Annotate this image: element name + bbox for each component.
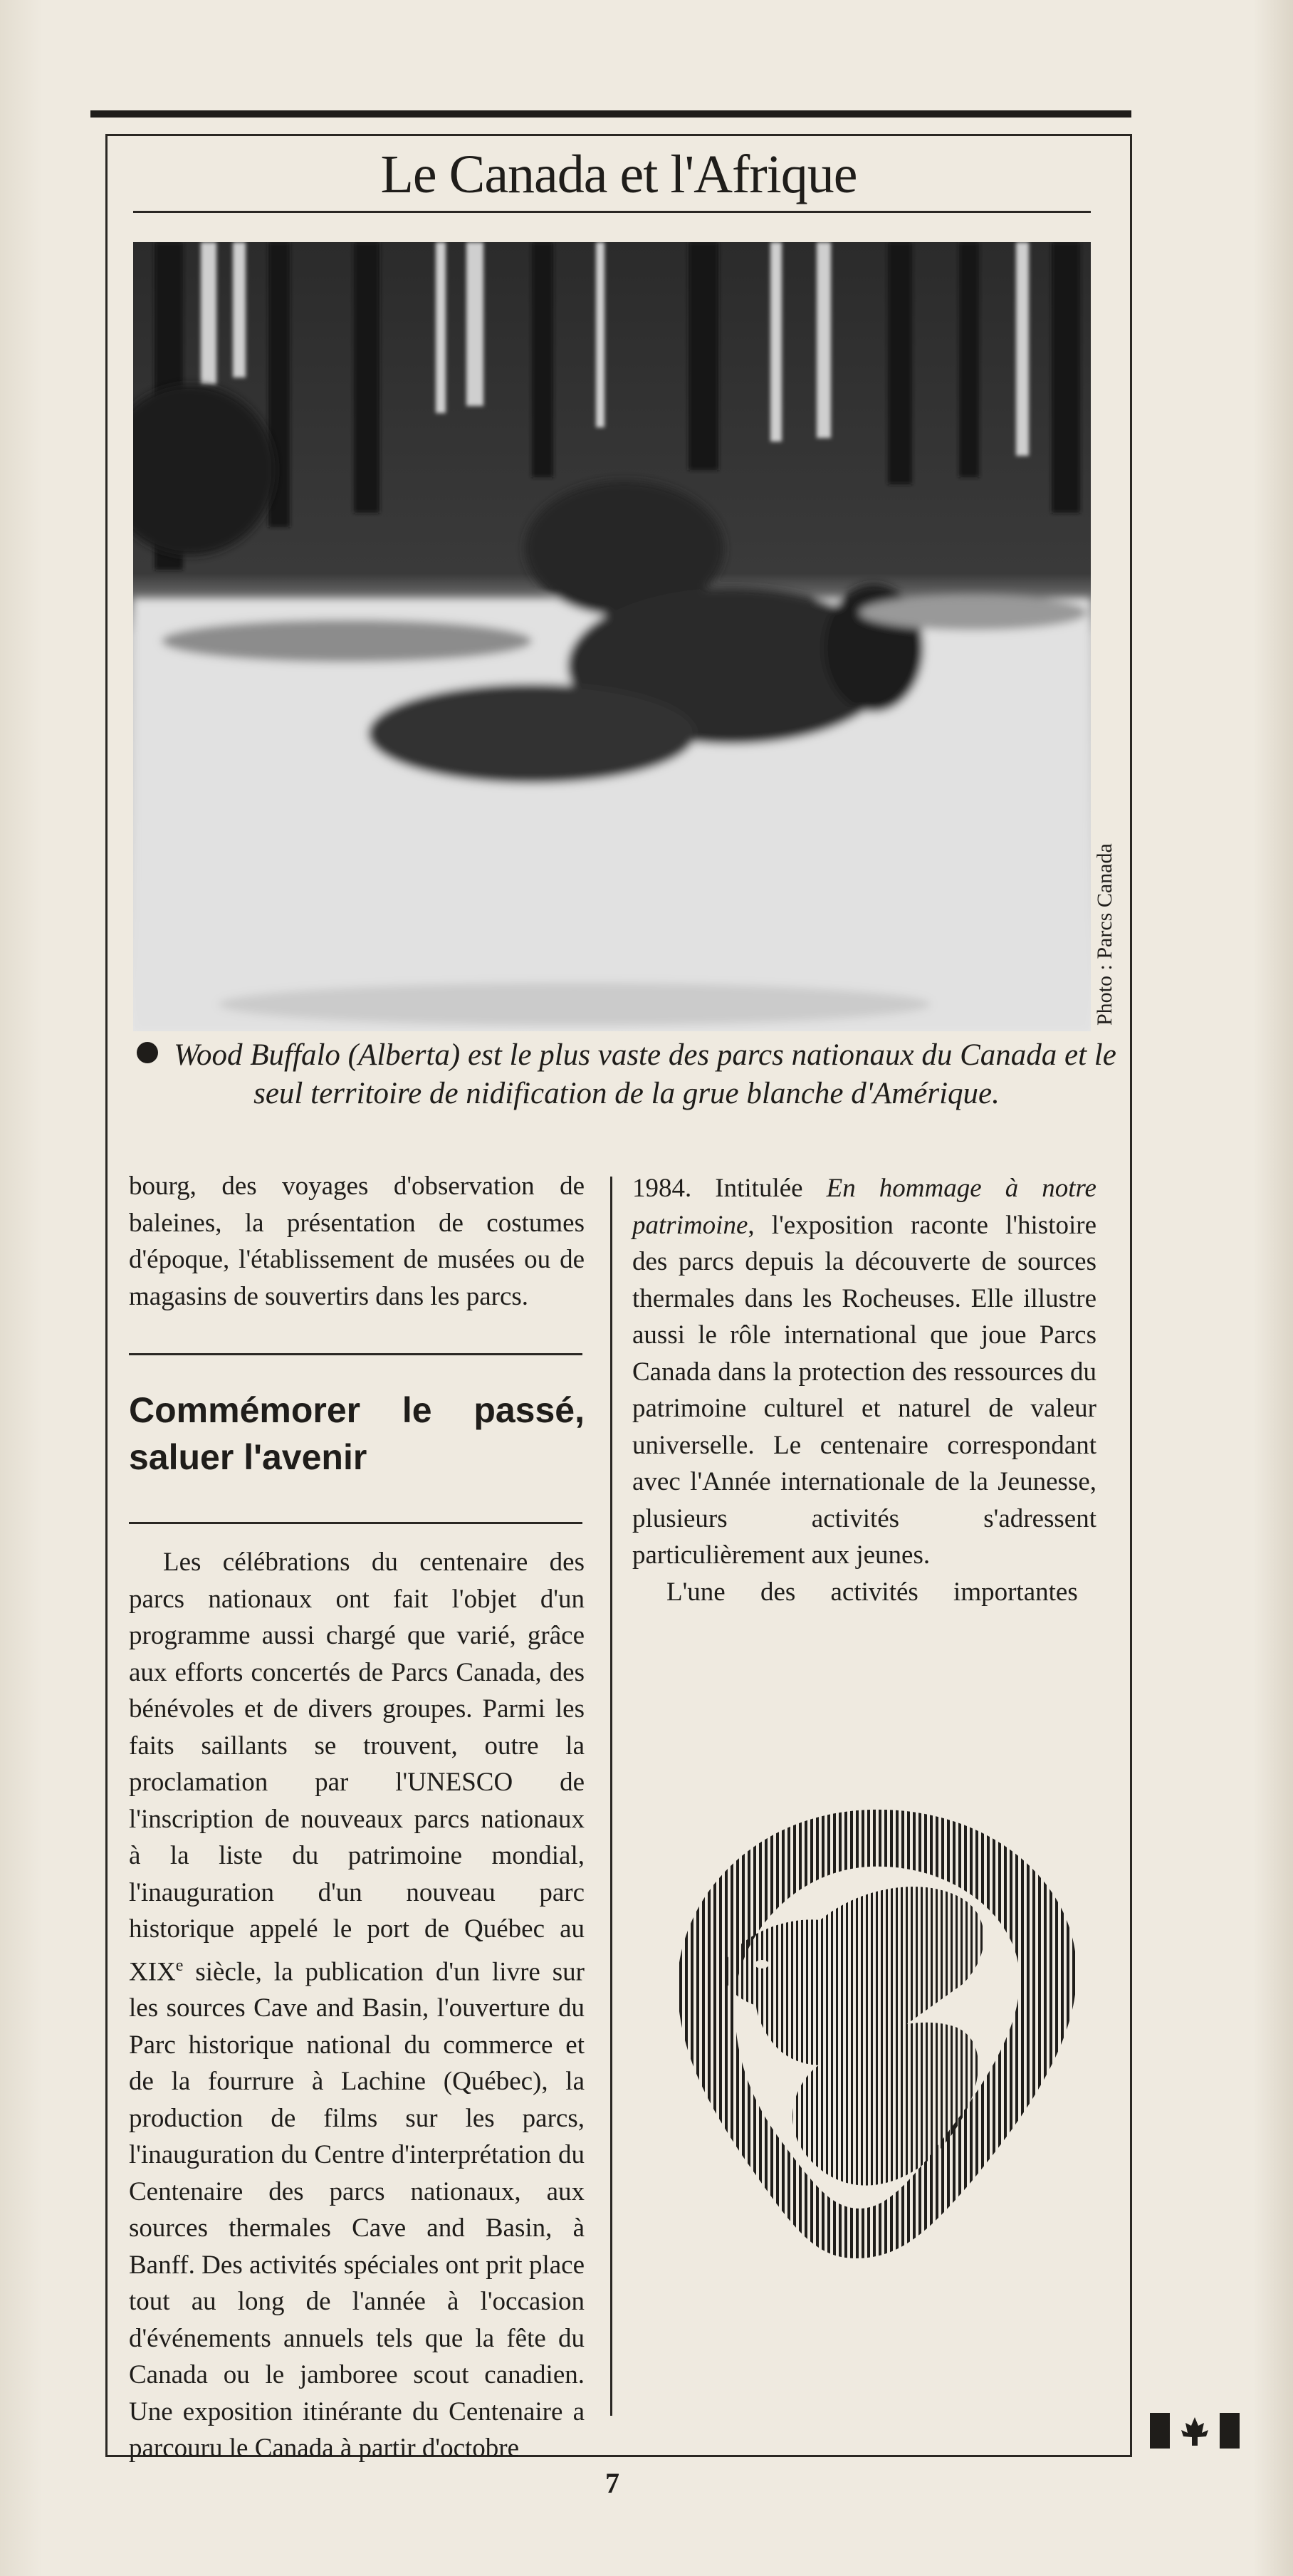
caption-text: Wood Buffalo (Alberta) est le plus vaste des parcs nationaux du Canada et le seul territoire de nidification de la grue blanche d'Amérique. [174, 1038, 1116, 1110]
photo-caption [128, 1036, 1125, 1113]
left-column [129, 1168, 585, 2467]
bison-photo [133, 242, 1091, 1031]
masthead-rule [133, 211, 1091, 213]
right-paragraph-1: 1984. Intitulée En hommage à notre patrimoine, l'exposition raconte l'histoire des parcs depuis la découverte de sources thermales dans les Rocheuses. Elle illustre aussi le rôle international que joue Parcs Canada dans la protection des ressources du patrimoine culturel et naturel de valeur universelle. Le centenaire correspondant avec l'Année internationale de la Jeunesse, plusieurs activités s'adressent particulièrement aux jeunes. [632, 1174, 1096, 1570]
canada-flag-logo-icon [1150, 2413, 1240, 2449]
heading-rule-bottom [129, 1522, 582, 1524]
heading-rule-top [129, 1353, 582, 1355]
page-number: 7 [605, 2467, 619, 2499]
left-intro-paragraph: bourg, des voyages d'observation de baleines, la présentation de costumes d'époque, l'établissement de musées ou de magasins de souvertirs dans les parcs. [129, 1172, 585, 1311]
column-divider [610, 1177, 612, 2416]
masthead-title: Le Canada et l'Afrique [380, 145, 857, 204]
section-heading: Commémorer le passé, saluer l'avenir [129, 1390, 585, 1477]
right-paragraph-2: L'une des activités importantes [666, 1577, 1078, 1607]
bullet-icon [137, 1042, 158, 1063]
right-column [632, 1170, 1096, 1610]
top-rule [90, 110, 1131, 118]
left-body-paragraph: Les célébrations du centenaire des parcs nationaux ont fait l'objet d'un programme aussi chargé que varié, grâce aux efforts concertés de Parcs Canada, des bénévoles et de divers groupes. Parmi les faits saillants se trouvent, outre la proclamation par l'UNESCO de l'inscription de nouveaux parcs nationaux à la liste du patrimoine mondial, l'inauguration d'un nouveau parc historique appelé le port de Québec au XIXe siècle, la publication d'un livre sur les sources Cave and Basin, l'ouverture du Parc historique national du commerce et de la fourrure à Lachine (Québec), la production de films sur les parcs, l'inauguration du Centre d'interprétation du Centenaire des parcs nationaux, aux sources thermales Cave and Basin, à Banff. Des activités spéciales ont prit place tout au long de l'année à l'occasion d'événements annuels tels que la fête du Canada ou le jamboree scout canadien. Une exposition itinérante du Centenaire a parcouru le Canada à partir d'octobre [129, 1548, 585, 2463]
parks-centennial-emblem-icon [656, 1799, 1092, 2269]
